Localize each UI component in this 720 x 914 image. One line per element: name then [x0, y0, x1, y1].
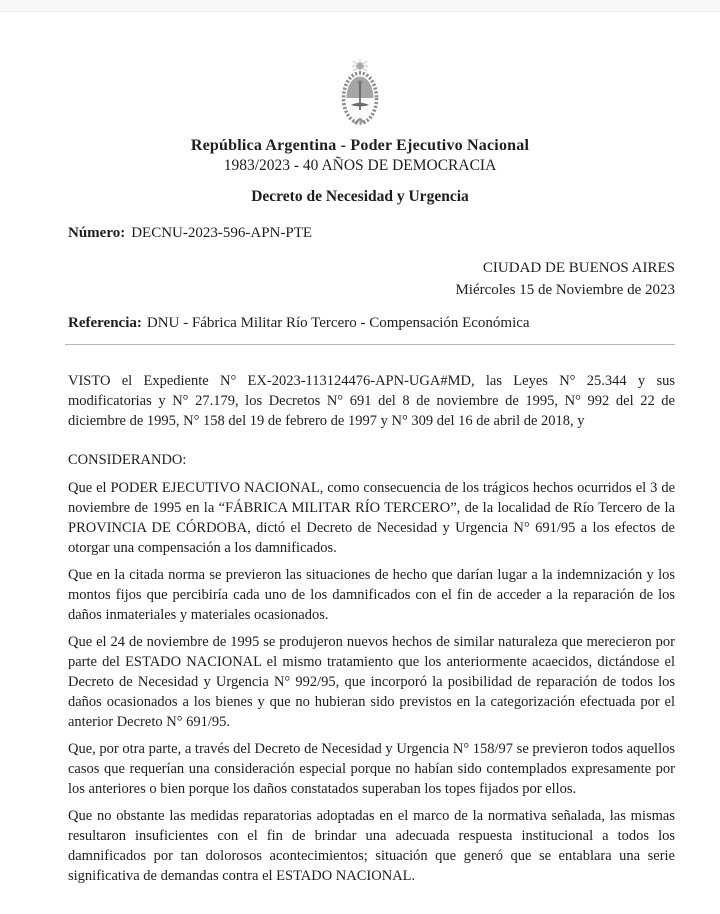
- republic-title: República Argentina - Poder Ejecutivo Nacional: [190, 137, 530, 154]
- decree-number-row: [68, 223, 675, 243]
- reference-label: Referencia:: [68, 315, 142, 331]
- city-line: CIUDAD DE BUENOS AIRES: [482, 260, 675, 276]
- page-top-strip: [0, 0, 720, 12]
- considerando-paragraph-2: Que en la citada norma se previeron las situaciones de hecho que darían lugar a la indemnización y los montos fijos que percibiría cada uno de los damnificados con el fin de acceder a la reparación de los daños inmateriales y materiales ocasionados.: [68, 567, 675, 623]
- number-value: DECNU-2023-596-APN-PTE: [131, 225, 313, 241]
- document-header: [0, 58, 720, 207]
- considerando-paragraph-1: Que el PODER EJECUTIVO NACIONAL, como consecuencia de los trágicos hechos ocurridos el 3 de noviembre de 1995 en la “FÁBRICA MILITAR RÍO TERCERO”, de la localidad de Río Tercero de la PROVINCIA DE CÓRDOBA, dictó el Decreto de Necesidad y Urgencia N° 691/95 a los efectos de otorgar una compensación a los damnificados.: [68, 480, 675, 556]
- decree-document: [0, 12, 720, 886]
- document-type-title: Decreto de Necesidad y Urgencia: [251, 188, 469, 205]
- header-divider: [65, 344, 675, 345]
- considerando-paragraph-4: Que, por otra parte, a través del Decreto de Necesidad y Urgencia N° 158/97 se previeron todos aquellos casos que requerían una consideración especial porque no habían sido contemplados expresamente por los anteriores o bien porque los daños constatados superaban los topes fijados por ellos.: [68, 741, 675, 797]
- democracy-anniversary-line: 1983/2023 - 40 AÑOS DE DEMOCRACIA: [223, 157, 497, 174]
- visto-paragraph: VISTO el Expediente N° EX-2023-113124476-APN-UGA#MD, las Leyes N° 25.344 y sus modificatorias y N° 27.179, los Decretos N° 691 del 8 de noviembre de 1995, N° 992 del 22 de diciembre de 1995, N° 158 del 19 de febrero de 1997 y N° 309 del 16 de abril de 2018, y: [68, 373, 675, 429]
- city-date-block: [68, 257, 675, 301]
- number-label: Número:: [68, 225, 126, 241]
- reference-row: [68, 313, 675, 333]
- considerando-heading: CONSIDERANDO:: [68, 452, 187, 468]
- argentina-coat-of-arms-icon: [333, 58, 387, 128]
- considerando-paragraph-5: Que no obstante las medidas reparatorias adoptadas en el marco de la normativa señalada, las mismas resultaron insuficientes con el fin de brindar una adecuada respuesta institucional a todos los damnificados por tan dolorosos acontecimientos; situación que generó que se entablara una serie significativa de demandas contra el ESTADO NACIONAL.: [68, 808, 675, 884]
- decree-body: [68, 371, 675, 886]
- reference-value: DNU - Fábrica Militar Río Tercero - Compensación Económica: [146, 315, 530, 331]
- date-line: Miércoles 15 de Noviembre de 2023: [455, 282, 675, 298]
- considerando-paragraph-3: Que el 24 de noviembre de 1995 se produjeron nuevos hechos de similar naturaleza que merecieron por parte del ESTADO NACIONAL el mismo tratamiento que los anteriormente acaecidos, dictándose el Decreto de Necesidad y Urgencia N° 992/95, que incorporó la posibilidad de reparación de todos los daños ocasionados a los bienes y que no hubieran sido previstos en la categorización efectuada por el anterior Decreto N° 691/95.: [68, 634, 675, 730]
